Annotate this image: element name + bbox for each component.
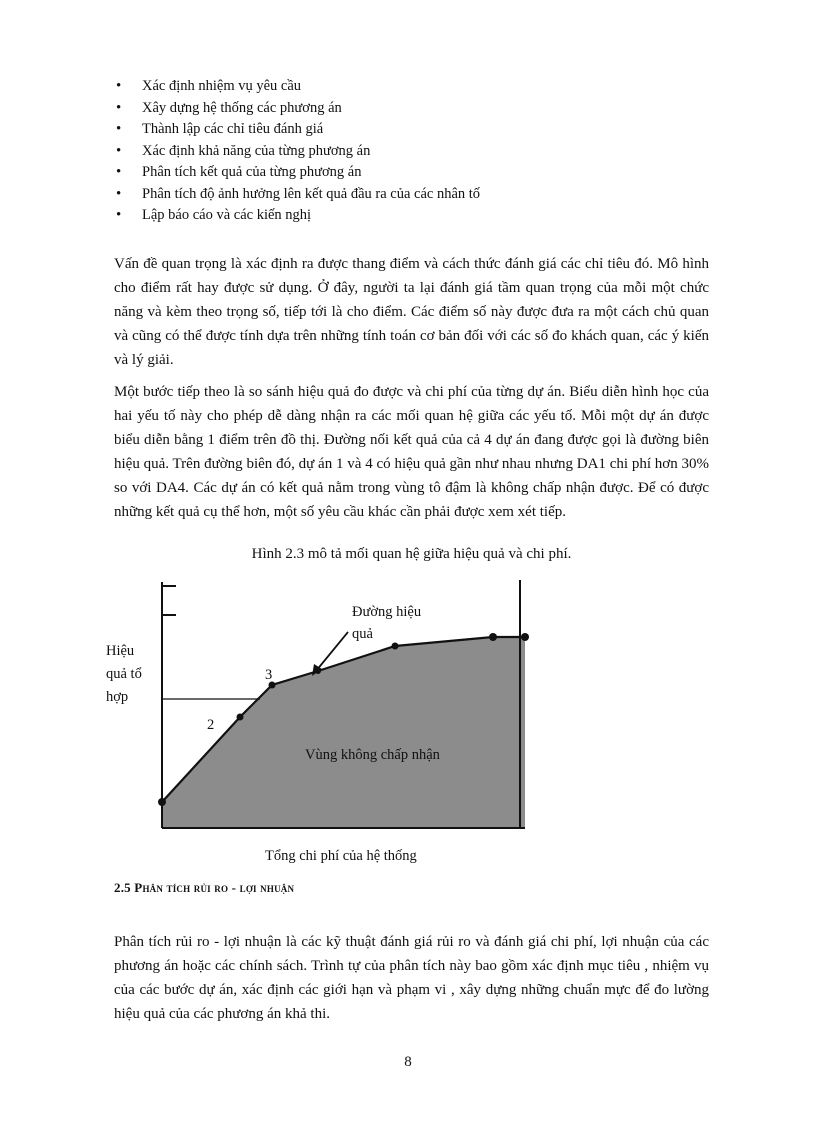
y-axis-label-line1: Hiệu [106, 643, 135, 659]
bullet-item: • Phân tích độ ảnh hưởng lên kết quả đầu ra của các nhân tố [114, 184, 480, 206]
point-label-2: 2 [207, 717, 215, 733]
x-axis-label: Tổng chi phí của hệ thống [265, 848, 417, 864]
project-point [521, 633, 529, 641]
unacceptable-region [162, 637, 525, 828]
bullet-item: • Xác định khả năng của từng phương án [114, 141, 480, 163]
page-number: 8 [404, 1054, 412, 1070]
requirement-bullet-list [114, 76, 480, 227]
bullet-item: • Phân tích kết quả của từng phương án [114, 162, 480, 184]
project-point [315, 668, 321, 674]
figure-efficiency-cost [0, 570, 816, 890]
efficiency-frontier-diagram [0, 570, 816, 890]
y-axis-label-line3: hợp [106, 689, 129, 705]
region-label: Vùng không chấp nhận [305, 747, 440, 763]
project-point [158, 798, 166, 806]
paragraph-comparison: Một bước tiếp theo là so sánh hiệu quả đo được và chi phí của từng dự án. Biểu diễn hình học của hai yếu tố này cho phép dễ dàng nhận ra các mối quan hệ giữa các yếu tố. Mỗi một dự án được biểu diễn bằng 1 điểm trên đồ thị. Đường nối kết quả của cả 4 dự án đang được gọi là đường biên hiệu quả. Trên đường biên đó, dự án 1 và 4 có hiệu quả gần như nhau nhưng DA1 chi phí hơn 30% so với DA4. Các dự án có kết quả nằm trong vùng tô đậm là không chấp nhận được. Để có được những kết quả cụ thể hơn, một số yêu cầu khác cần phải được xem xét tiếp. [114, 384, 709, 520]
curve-label-line1: Đường hiệu [352, 604, 422, 620]
project-point [237, 714, 244, 721]
project-point [392, 643, 399, 650]
bullet-item: • Xây dựng hệ thống các phương án [114, 98, 480, 120]
bullet-item: • Lập báo cáo và các kiến nghị [114, 205, 480, 227]
bullet-item: • Thành lập các chỉ tiêu đánh giá [114, 119, 480, 141]
section-heading: 2.5 Phân tích rủi ro - lợi nhuận [114, 880, 295, 895]
curve-label-line2: quả [352, 626, 373, 642]
point-label-3: 3 [265, 667, 273, 683]
paragraph-risk-benefit: Phân tích rủi ro - lợi nhuận là các kỹ thuật đánh giá rủi ro và đánh giá chi phí, lợi nhuận của các phương án hoặc các chính sách. Trình tự của phân tích này bao gồm xác định mục tiêu , nhiệm vụ của các bước dự án, xác định các giới hạn và phạm vi , xây dựng những chuẩn mực để đo lường hiệu quả của các phương án khả thi. [114, 934, 709, 1022]
paragraph-scoring: Vấn đề quan trọng là xác định ra được thang điểm và cách thức đánh giá các chỉ tiêu đó. Mô hình cho điểm rất hay được sử dụng. Ở đây, người ta lại đánh giá tầm quan trọng của mỗi một chức năng và kèm theo trọng số, tiếp tới là cho điểm. Các điểm số này được đưa ra một cách chủ quan và cũng có thể được tính dựa trên những tính toán cơ bản đối với các số đo khách quan, các ý kiến và lý giải. [114, 256, 709, 368]
figure-caption: Hình 2.3 mô tả mối quan hệ giữa hiệu quả và chi phí. [251, 546, 572, 562]
y-axis-label-line2: quả tổ [106, 666, 142, 682]
project-point [489, 633, 497, 641]
bullet-item: • Xác định nhiệm vụ yêu cầu [114, 76, 480, 98]
